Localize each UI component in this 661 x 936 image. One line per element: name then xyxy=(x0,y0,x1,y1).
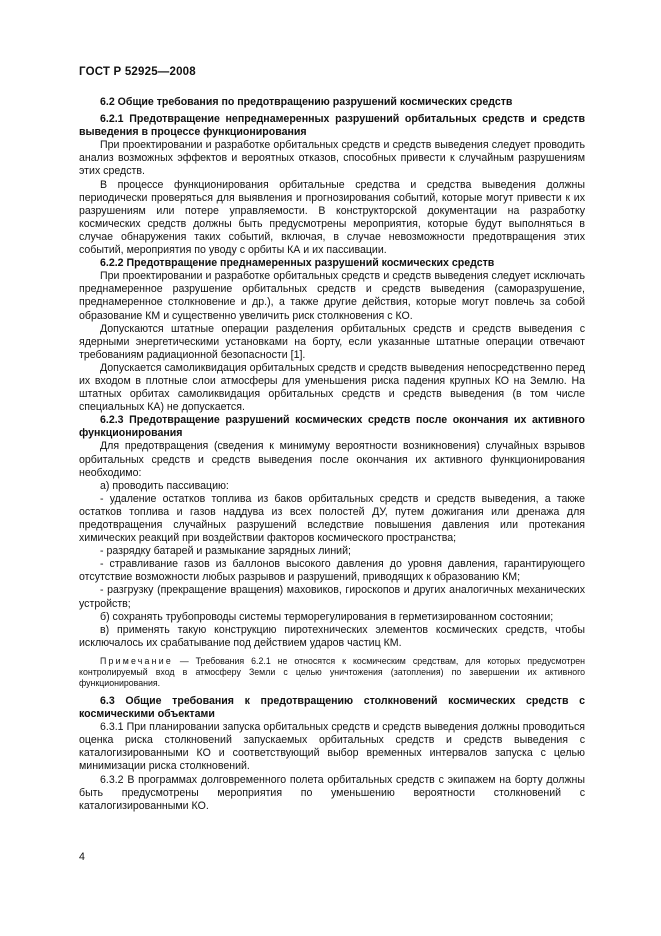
list-item: - удаление остатков топлива из баков орбитальных средств и средств выведения, а также остатков топлива и газов наддува из всех полостей ДУ, путем дожигания или дренажа для предотвращения случайных разрушений вследствие повышения давления или протекания химических реакций при воздействии факторов космического пространства; xyxy=(79,492,585,545)
section-heading-6-3: 6.3 Общие требования к предотвращению столкновений космических средств с космическими объектами xyxy=(79,694,585,721)
paragraph: Допускается самоликвидация орбитальных средств и средств выведения непосредственно перед их входом в плотные слои атмосферы для уменьшения риска падения крупных КО на Землю. На штатных орбитах самоликвидация орбитальных средств и средств выведения (в том числе специальных КА) не допускается. xyxy=(79,361,585,414)
paragraph: В процессе функционирования орбитальные средства и средства выведения должны периодически проверяться для выявления и прогнозирования событий, которые могут привести к их разрушениям или потере управляемости. В конструкторской документации на разработку космических средств должны быть предусмотрены мероприятия, которые будут выполняться в случае обнаружения таких событий, включая, в случае невозможности предотвращения этих событий, мероприятия по уводу с орбиты КА и их пассивации. xyxy=(79,178,585,257)
paragraph: Для предотвращения (сведения к минимуму вероятности возникновения) случайных взрывов орбитальных средств и средств выведения после окончания их активного функционирования необходимо: xyxy=(79,440,585,479)
list-item: - разрядку батарей и размыкание зарядных линий; xyxy=(100,545,351,558)
paragraph: При проектировании и разработке орбитальных средств и средств выведения следует проводить анализ возможных эффектов и вероятных отказов, способных привести к случайным разрушениям этих средств. xyxy=(79,139,585,178)
section-heading-6-2: 6.2 Общие требования по предотвращению разрушений космических средств xyxy=(100,96,513,108)
note xyxy=(79,656,585,689)
list-item: - стравливание газов из баллонов высокого давления до уровня давления, гарантирующего отсутствие возможности любых разрывов и разрушений, приводящих к образованию КМ; xyxy=(79,558,585,584)
note-text: — Требования 6.2.1 не относятся к космическим средствам, для которых предусмотрен контролируемый вход в атмосферу Земли с целью уничтожения (затопления) по завершении их активного функционирования. xyxy=(79,655,585,688)
list-item: а) проводить пассивацию: xyxy=(100,479,229,492)
list-item: б) сохранять трубопроводы системы терморегулирования в герметизированном состоянии; xyxy=(100,610,554,623)
list-item: в) применять такую конструкцию пиротехнических элементов космических средств, чтобы исключалось их срабатывание под действием ударов частиц КМ. xyxy=(79,623,585,649)
paragraph: При проектировании и разработке орбитальных средств и средств выведения следует исключать преднамеренное разрушение орбитальных средств и средств выведения (саморазрушение, преднамеренное столкновение и др.), а также другие действия, которые могут повлечь за собой образование КМ и существенно увеличить риск столкновения с КО. xyxy=(79,270,585,322)
page-number: 4 xyxy=(79,851,85,863)
list-item: - разгрузку (прекращение вращения) маховиков, гироскопов и других аналогичных механических устройств; xyxy=(79,584,585,610)
paragraph: Допускаются штатные операции разделения орбитальных средств и средств выведения с ядерными энергетическими установками на борту, если указанные штатные операции отвечают требованиям радиационной безопасности [1]. xyxy=(79,322,585,361)
document-body xyxy=(79,96,585,813)
paragraph: 6.3.2 В программах долговременного полета орбитальных средств с экипажем на борту должны быть предусмотрены мероприятия по уменьшению вероятности столкновений с каталогизированными КО. xyxy=(79,773,585,812)
section-heading-6-2-2: 6.2.2 Предотвращение преднамеренных разрушений космических средств xyxy=(100,257,495,270)
section-heading-6-2-3: 6.2.3 Предотвращение разрушений космических средств после окончания их активного функционирования xyxy=(79,414,585,440)
document-header: ГОСТ Р 52925—2008 xyxy=(79,66,196,78)
section-heading-6-2-1: 6.2.1 Предотвращение непреднамеренных разрушений орбитальных средств и средств выведения в процессе функционирования xyxy=(79,113,585,139)
note-label: Примечание xyxy=(100,655,173,666)
paragraph: 6.3.1 При планировании запуска орбитальных средств и средств выведения должны проводиться оценка риска столкновений запускаемых орбитальных средств и средств выведения с каталогизированными КО и соответствующий выбор временных интервалов запуска с целью минимизации риска столкновений. xyxy=(79,721,585,773)
